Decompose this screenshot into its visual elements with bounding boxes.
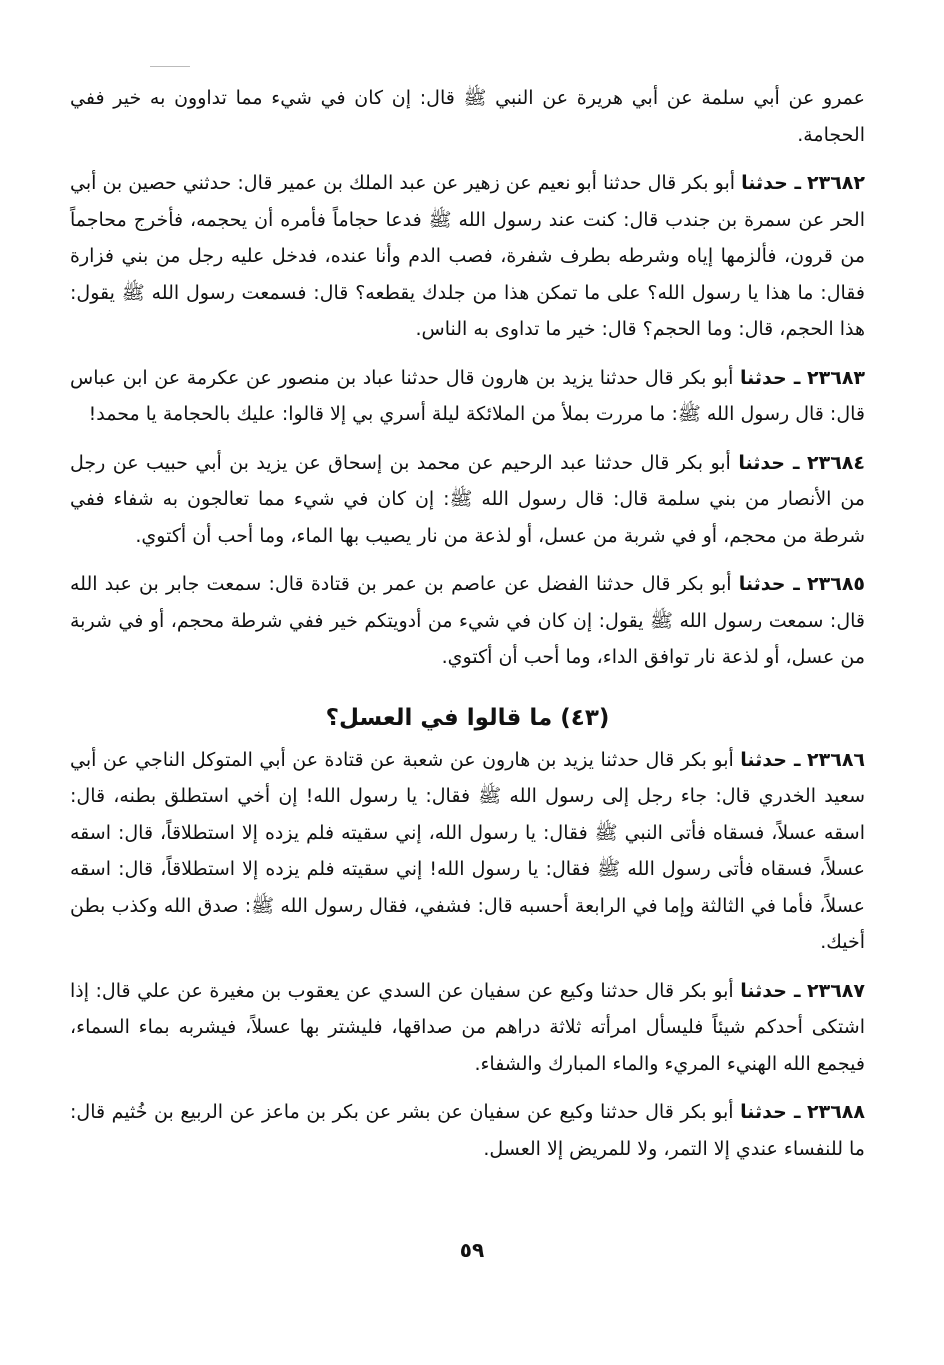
hadith-text: أبو بكر قال حدثنا وكيع عن سفيان عن بشر عن بكر بن ماعز عن الربيع بن خُثيم قال: ما للنفساء عندي إلا التمر، ولا للمريض إلا العسل. xyxy=(70,1101,865,1160)
hadith-lead: حدثنا xyxy=(738,573,786,595)
hadith-text: أبو بكر قال حدثنا يزيد بن هارون قال حدثنا عباد بن منصور عن عكرمة عن ابن عباس قال: قال رسول الله ﷺ: ما مررت بملأ من الملائكة ليلة أسري بي إلا قالوا: عليك بالحجامة يا محمد! xyxy=(70,366,865,425)
hadith-entry-23683 xyxy=(70,360,865,433)
hadith-lead: حدثنا xyxy=(738,451,786,474)
dash: ـ xyxy=(785,573,800,595)
chapter-title: (٤٣) ما قالوا في العسل؟ xyxy=(325,704,610,731)
hadith-entry-23682 xyxy=(70,165,865,348)
hadith-text: أبو بكر قال حدثنا أبو نعيم عن زهير عن عبد الملك بن عمير قال: حدثني حصين بن أبي الحر عن سمرة بن جندب قال: كنت عند رسول الله ﷺ فدعا حجاماً فأمره أن يحجمه، فأخرج محاجماً من قرون، فألزمها إياه وشرطه بطرف شفرة، فصب الدم وأنا عنده، فدخل عليه رجل من بني فزارة فقال: ما هذا يا رسول الله؟ على ما تمكن هذا من جلدك يقطعه؟ قال: فسمعت رسول الله ﷺ يقول: هذا الحجم، قال: وما الحجم؟ قال: خير ما تداوى به الناس. xyxy=(70,172,865,340)
hadith-entry-23686 xyxy=(70,742,865,961)
dash: ـ xyxy=(786,1101,801,1123)
hadith-text: أبو بكر قال حدثنا يزيد بن هارون عن شعبة عن قتادة عن أبي المتوكل الناجي عن أبي سعيد الخدري قال: جاء رجل إلى رسول الله ﷺ فقال: يا رسول الله! إن أخي استطلق بطنه، قال: اسقه عسلاً، فسقاه فأتى النبي ﷺ فقال: يا رسول الله، إني سقيته فلم يزده إلا استطلاقاً، قال: اسقه عسلاً، فسقاه فأتى رسول الله ﷺ فقال: يا رسول الله! إني سقيته فلم يزده إلا استطلاقاً، قال: اسقه عسلاً، فأما في الثالثة وإما في الرابعة أحسبه قال: فشفي، فقال رسول الله ﷺ: صدق الله وكذب بطن أخيك. xyxy=(70,748,865,953)
hadith-entry-23684 xyxy=(70,445,865,555)
hadith-lead: حدثنا xyxy=(740,748,787,771)
hadith-lead: حدثنا xyxy=(740,979,787,1002)
dash: ـ xyxy=(786,366,801,389)
hadith-lead: حدثنا xyxy=(740,1101,787,1123)
hadith-entry-23685 xyxy=(70,566,865,676)
hadith-number: ٢٣٦٨٢ xyxy=(807,172,865,194)
hadith-text: أبو بكر قال حدثنا عبد الرحيم عن محمد بن إسحاق عن يزيد بن أبي حبيب عن رجل من الأنصار من بني سلمة قال: قال رسول الله ﷺ: إن كان في شيء مما تعالجون به شفاء ففي شرطة من محجم، أو في شربة من عسل، أو لذعة من نار يصيب بها الماء، وما أحب أن أكتوي. xyxy=(70,451,865,547)
hadith-text: أبو بكر قال حدثنا الفضل عن عاصم بن عمر بن قتادة قال: سمعت جابر بن عبد الله قال: سمعت رسول الله ﷺ يقول: إن كان في شيء من أدويتكم خير ففي شرطة محجم، أو في شربة من عسل، أو لذعة نار توافق الداء، وما أحب أن أكتوي. xyxy=(70,573,865,668)
dash: ـ xyxy=(785,451,800,474)
hadith-number: ٢٣٦٨٦ xyxy=(807,748,866,771)
hadith-lead: حدثنا xyxy=(740,366,787,389)
hadith-number: ٢٣٦٨٤ xyxy=(807,451,865,474)
page-body xyxy=(70,80,865,1167)
hadith-number: ٢٣٦٨٧ xyxy=(807,979,865,1002)
hadith-text: أبو بكر قال حدثنا وكيع عن سفيان عن السدي عن يعقوب بن مغيرة عن علي قال: إذا اشتكى أحدكم شيئاً فليسأل امرأته ثلاثة دراهم من صداقها، فليشتر بها عسلاً، فيشربه بماء السماء، فيجمع الله الهنيء المريء والماء المبارك والشفاء. xyxy=(70,979,865,1075)
hadith-lead: حدثنا xyxy=(741,172,788,194)
hadith-entry-23688 xyxy=(70,1094,865,1167)
opening-text: عمرو عن أبي سلمة عن أبي هريرة عن النبي ﷺ قال: إن كان في شيء مما تداوون به خير ففي الحجامة. xyxy=(70,87,865,146)
dash: ـ xyxy=(786,748,801,771)
hadith-number: ٢٣٦٨٥ xyxy=(807,573,866,595)
scan-mark xyxy=(150,66,190,67)
dash: ـ xyxy=(787,172,801,194)
hadith-entry-23687 xyxy=(70,973,865,1083)
hadith-number: ٢٣٦٨٣ xyxy=(807,366,866,389)
hadith-number: ٢٣٦٨٨ xyxy=(807,1101,865,1123)
page-number: ٥٩ xyxy=(459,1238,485,1262)
dash: ـ xyxy=(786,979,801,1002)
